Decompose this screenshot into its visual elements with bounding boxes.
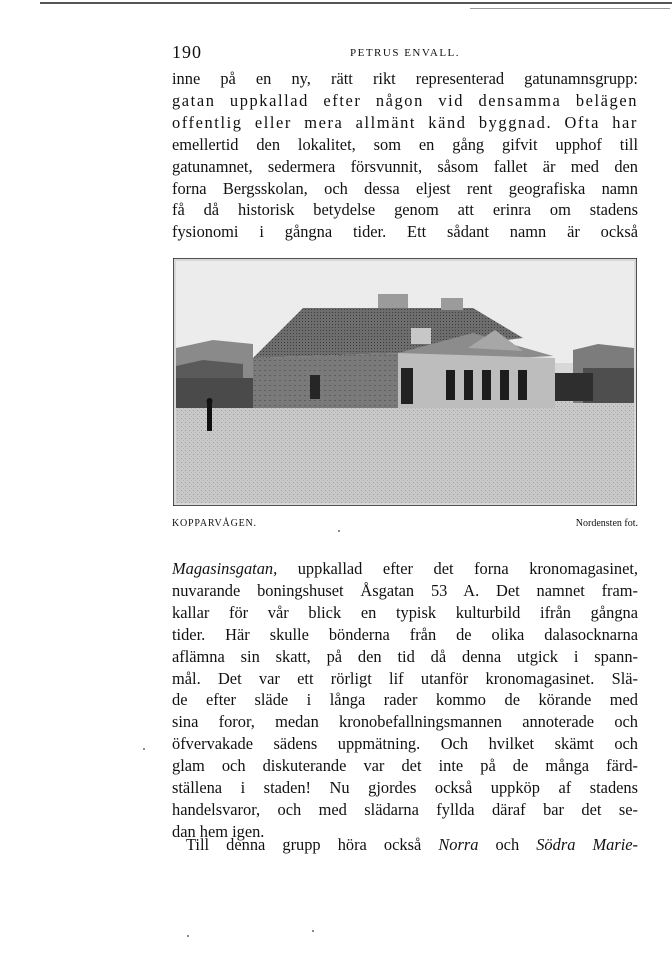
text-line: få då historisk betydelse genom att erinra om stadens (172, 200, 638, 220)
text-fragment: Till denna grupp höra också (186, 835, 439, 854)
caption-credit: Nordensten fot. (575, 518, 638, 529)
text-fragment: uppkallad efter det forna kronomagasinet, (277, 559, 638, 578)
text-fragment: och (478, 835, 537, 854)
text-line: gatan uppkallad efter någon vid densamma belägen (172, 90, 638, 110)
text-line: nuvarande boningshuset Åsgatan 53 A. Det namnet fram- (172, 580, 638, 600)
text-line: forna Bergsskolan, och dessa eljest rent geografiska namn (172, 178, 638, 198)
figure-caption (172, 518, 638, 532)
text-line (172, 558, 638, 580)
print-speck (312, 930, 314, 932)
print-speck (143, 748, 145, 750)
photograph-kopparvagen (173, 258, 637, 506)
text-line: glam och diskuterande var det inte på de många färd- (172, 756, 638, 776)
text-line: mål. Det var ett rörligt lif utanför kronomagasinet. Slä- (172, 668, 638, 688)
page-number: 190 (172, 42, 202, 62)
paragraph-2 (172, 558, 638, 843)
text-line: öfvervakade sädens uppmätning. Och hvilket skämt och (172, 734, 638, 754)
top-rule (40, 2, 672, 4)
text-line: kallar för vår blick en typisk kulturbild ifrån gångna (172, 602, 638, 622)
italic-street-name: Södra Marie- (536, 835, 638, 854)
top-rule-secondary (470, 8, 670, 9)
text-line (172, 834, 638, 856)
text-line: gatunamnet, sedermera försvunnit, såsom fallet är med den (172, 156, 638, 176)
text-line: sina foror, medan kronobefallningsmannen annoterade och (172, 712, 638, 732)
text-line: aflämna sin skatt, på den tid då denna utgick i spann- (172, 646, 638, 666)
italic-street-name: Magasinsgatan, (172, 559, 278, 578)
print-speck (338, 530, 340, 532)
text-line: ställena i staden! Nu gjordes också uppköp af stadens (172, 778, 638, 798)
text-line: inne på en ny, rätt rikt representerad gatunamnsgrupp: (172, 69, 638, 88)
paragraph-3 (172, 834, 638, 856)
italic-street-name: Norra (438, 835, 479, 854)
caption-title: KOPPARVÅGEN. (172, 518, 257, 529)
page-header (172, 42, 638, 64)
text-line: dan hem igen. (172, 821, 265, 841)
text-line: fysionomi i gångna tider. Ett sådant namn är också (172, 222, 638, 242)
running-head: PETRUS ENVALL. (349, 47, 461, 59)
photo-illustration (173, 258, 637, 506)
paragraph-1 (172, 68, 638, 243)
text-line: emellertid den lokalitet, som en gång gifvit upphof till (172, 134, 638, 154)
text-line: de efter släde i långa rader kommo de körande med (172, 690, 638, 710)
text-line: handelsvaror, och med slädarna fyllda däraf bar det se- (172, 799, 638, 819)
print-speck (187, 935, 189, 937)
text-line: tider. Här skulle bönderna från de olika dalasocknarna (172, 624, 638, 644)
text-line: offentlig eller mera allmänt känd byggnad. Ofta har (172, 112, 638, 132)
